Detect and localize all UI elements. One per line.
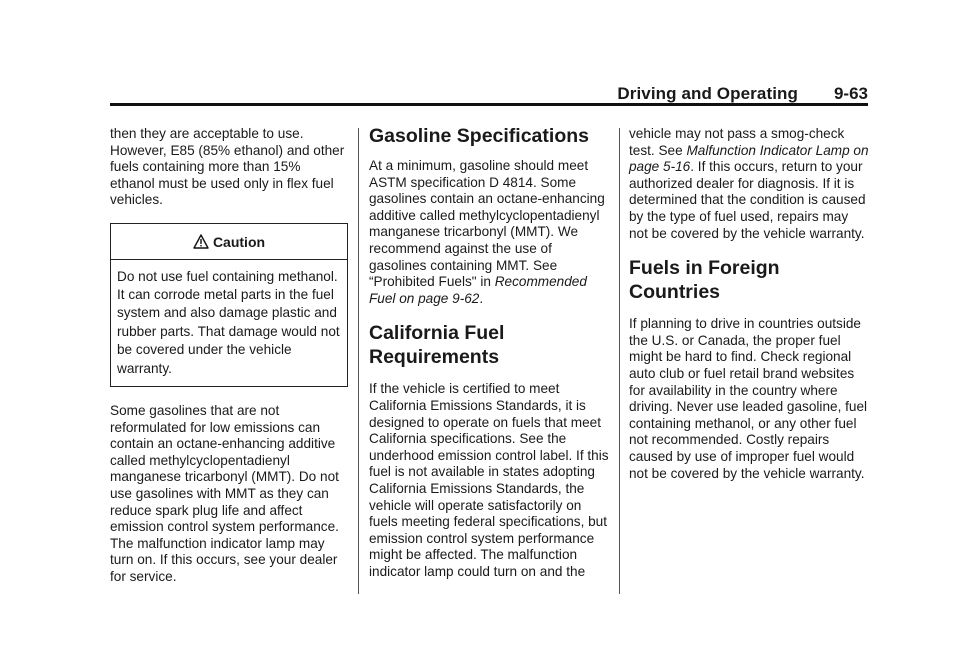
section-title: Driving and Operating bbox=[617, 84, 798, 103]
caution-triangle-icon bbox=[193, 234, 209, 249]
column-3 bbox=[629, 126, 869, 496]
intro-paragraph: then they are acceptable to use. However, E85 (85% ethanol) and other fuels containing more than 15% ethanol must be used only in flex fuel vehicles. bbox=[110, 126, 345, 208]
caution-box bbox=[110, 223, 348, 387]
smog-check-paragraph bbox=[629, 126, 869, 242]
column-1 bbox=[110, 126, 348, 600]
cross-reference-link[interactable]: Malfunction Indicator Lamp on page 5-16 bbox=[629, 142, 869, 175]
paragraph-text: vehicle may not pass a smog-check test. See bbox=[629, 126, 845, 158]
page-number: 9-63 bbox=[833, 84, 868, 103]
page-header bbox=[110, 84, 868, 104]
column-2 bbox=[369, 126, 609, 594]
gasoline-specifications-paragraph bbox=[369, 158, 609, 307]
california-fuel-heading: California Fuel Requirements bbox=[369, 322, 505, 369]
foreign-fuels-heading: Fuels in Foreign Countries bbox=[629, 257, 780, 304]
caution-text: Do not use fuel containing methanol. It can corrode metal parts in the fuel system and also damage plastic and rubber parts. That damage would not be covered under the vehicle warranty. bbox=[117, 268, 340, 376]
gasoline-specifications-heading: Gasoline Specifications bbox=[369, 125, 589, 147]
cross-reference-link[interactable]: Recommended Fuel on page 9-62 bbox=[369, 274, 587, 306]
header-divider bbox=[110, 103, 868, 106]
paragraph-text: . bbox=[479, 290, 484, 306]
paragraph-text: At a minimum, gasoline should meet ASTM specification D 4814. Some gasolines contain an octane-enhancing additive called methylcyclopentadienyl manganese tricarbonyl (MMT). We recommend against the use of gasolines containing MMT. See “Prohibited Fuels" in bbox=[369, 158, 605, 290]
california-fuel-paragraph: If the vehicle is certified to meet California Emissions Standards, it is designed to operate on fuels that meet California specifications. See the underhood emission control label. If this fuel is not available in states adopting California Emissions Standards, the vehicle will operate satisfactorily on fuels meeting federal specifications, but emission control system performance might be affected. The malfunction indicator lamp could turn on and the bbox=[369, 381, 609, 579]
foreign-fuels-paragraph: If planning to drive in countries outside the U.S. or Canada, the proper fuel might be hard to find. Check regional auto club or fuel retail brand websites for availability in the country where driving. Never use leaded gasoline, fuel containing methanol, or any other fuel not recommended. Costly repairs caused by use of improper fuel would not be covered by the vehicle warranty. bbox=[629, 316, 868, 481]
paragraph-text: . If this occurs, return to your authorized dealer for diagnosis. If it is determined that the condition is caused by the type of fuel used, repairs may not be covered by the vehicle warranty. bbox=[629, 159, 866, 241]
mmt-paragraph: Some gasolines that are not reformulated for low emissions can contain an octane-enhancing additive called methylcyclopentadienyl manganese tricarbonyl (MMT). Do not use gasolines with MMT as they can reduce spark plug life and affect emission control system performance. The malfunction indicator lamp may turn on. If this occurs, see your dealer for service. bbox=[110, 403, 339, 584]
column-divider-2 bbox=[619, 128, 620, 594]
column-divider-1 bbox=[358, 128, 359, 594]
caution-label: Caution bbox=[212, 233, 266, 250]
caution-header bbox=[111, 224, 347, 260]
